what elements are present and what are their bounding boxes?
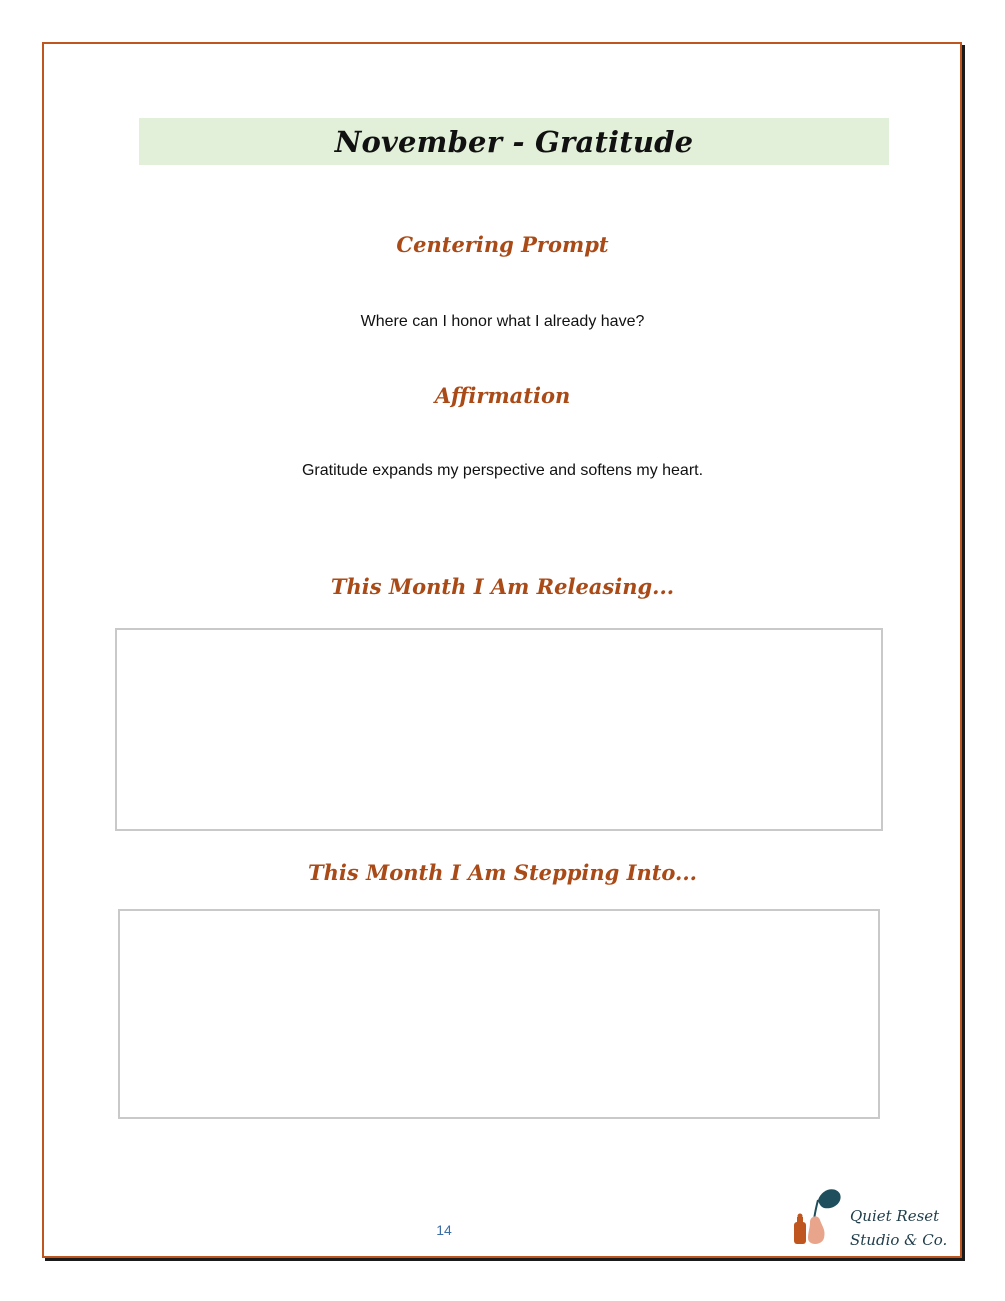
studio-logo (788, 1186, 958, 1250)
releasing-heading: This Month I Am Releasing... (330, 574, 675, 599)
logo-text (850, 1204, 947, 1252)
logo-vase-front (794, 1222, 806, 1244)
centering-prompt-heading: Centering Prompt (396, 232, 609, 257)
affirmation-heading: Affirmation (434, 383, 571, 408)
releasing-writing-box[interactable] (115, 628, 883, 831)
logo-line-2: Studio & Co. (850, 1231, 948, 1249)
logo-vase-top (798, 1214, 803, 1219)
stepping-into-heading: This Month I Am Stepping Into... (308, 860, 697, 885)
logo-line-1: Quiet Reset (850, 1207, 940, 1225)
stepping-into-writing-box[interactable] (118, 909, 880, 1119)
centering-prompt-text: Where can I honor what I already have? (360, 313, 645, 330)
logo-leaf (818, 1189, 841, 1208)
title-band (139, 118, 889, 165)
logo-vase-back (808, 1216, 825, 1244)
logo-vase-icon (788, 1186, 848, 1250)
page-number: 14 (436, 1222, 452, 1238)
affirmation-text: Gratitude expands my perspective and softens my heart. (301, 462, 704, 479)
page-title: November - Gratitude (334, 124, 694, 159)
